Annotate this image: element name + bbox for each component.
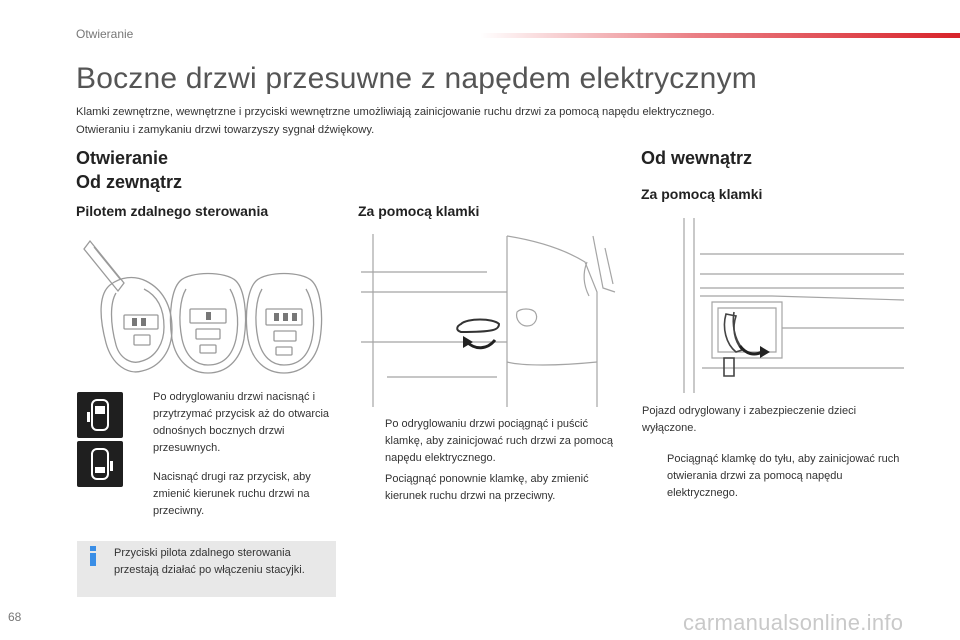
info-text: Przyciski pilota zdalnego sterowania przestają działać po włączeniu stacyjki. bbox=[114, 547, 305, 576]
right-note: Pojazd odryglowany i zabezpieczenie dzieci wyłączone. bbox=[642, 405, 857, 434]
heading-za-pomoca-klamki-wewn: Za pomocą klamki bbox=[641, 186, 763, 202]
intro-line-2: Otwieraniu i zamykaniu drzwi towarzyszy sygnał dźwiękowy. bbox=[76, 124, 375, 136]
interior-door-handle-illustration bbox=[642, 218, 904, 393]
page-title: Boczne drzwi przesuwne z napędem elektrycznym bbox=[76, 62, 757, 95]
van-door-button-icon bbox=[77, 441, 123, 487]
exterior-door-handle-illustration bbox=[357, 232, 619, 407]
watermark: carmanualsonline.info bbox=[683, 610, 904, 635]
heading-remote: Pilotem zdalnego sterowania bbox=[76, 203, 269, 219]
right-bullet-list bbox=[645, 451, 907, 506]
section-label: Otwieranie bbox=[76, 27, 134, 41]
heading-otwieranie: Otwieranie bbox=[76, 148, 169, 168]
info-icon bbox=[86, 546, 100, 566]
remote-key-icon bbox=[80, 233, 342, 383]
intro-line-1: Klamki zewnętrzne, wewnętrzne i przyciski wewnętrzne umożliwiają zainicjowanie ruchu drzwi za pomocą napędu elektrycznego. bbox=[76, 106, 715, 118]
heading-za-pomoca-klamki: Za pomocą klamki bbox=[358, 203, 480, 219]
list-item: Pociągnąć ponownie klamkę, aby zmienić kierunek ruchu drzwi na przeciwny. bbox=[385, 473, 589, 502]
header-accent-bar bbox=[480, 33, 960, 38]
list-item: Po odryglowaniu drzwi nacisnąć i przytrzymać przycisk aż do otwarcia odnośnych bocznych drzwi przesuwnych. bbox=[153, 391, 330, 454]
list-item: Nacisnąć drugi raz przycisk, aby zmienić kierunek ruchu drzwi na przeciwny. bbox=[153, 471, 311, 517]
remote-bullet-list bbox=[131, 389, 339, 524]
heading-od-zewnatrz: Od zewnątrz bbox=[76, 172, 183, 192]
list-item: Po odryglowaniu drzwi pociągnąć i puścić klamkę, aby zainicjować ruch drzwi za pomocą napędu elektrycznego. bbox=[385, 418, 614, 464]
page-number: 68 bbox=[8, 610, 22, 624]
list-item: Pociągnąć klamkę do tyłu, aby zainicjować ruch otwierania drzwi za pomocą napędu elektrycznego. bbox=[667, 453, 900, 499]
heading-od-wewnatrz: Od wewnątrz bbox=[641, 148, 753, 168]
van-door-button-icon bbox=[77, 392, 123, 438]
arrow-icon bbox=[740, 346, 762, 354]
middle-bullet-list bbox=[363, 416, 625, 509]
